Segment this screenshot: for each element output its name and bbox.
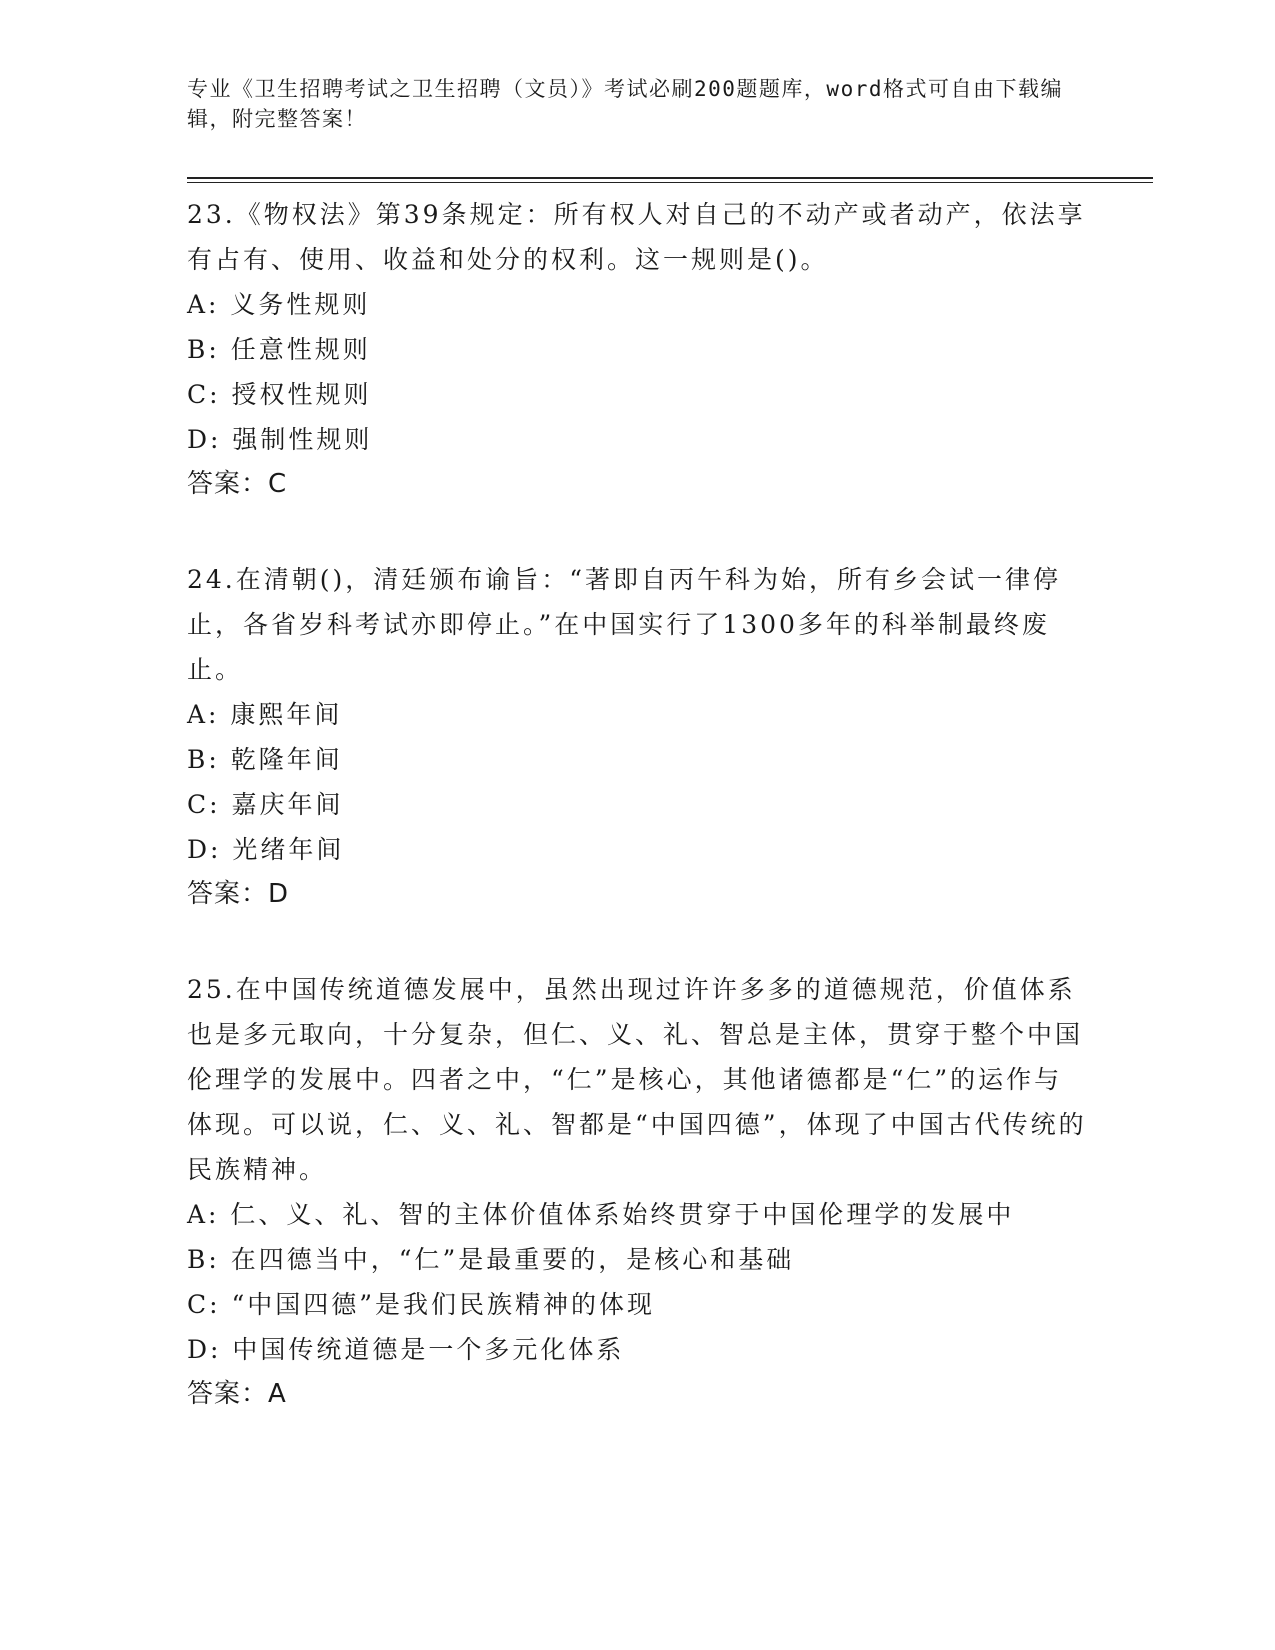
- question-23: [187, 192, 1087, 507]
- answer-label: 答案：C: [187, 469, 288, 499]
- question-stem: 25.在中国传统道德发展中，虽然出现过许许多多的道德规范，价值体系也是多元取向，十分复杂，但仁、义、礼、智总是主体，贯穿于整个中国伦理学的发展中。四者之中，“仁”是核心，其他诸德都是“仁”的运作与体现。可以说，仁、义、礼、智都是“中国四德”，体现了中国古代传统的民族精神。: [187, 975, 1087, 1184]
- question-stem: 24.在清朝()，清廷颁布谕旨：“著即自丙午科为始，所有乡会试一律停止，各省岁科考试亦即停止。”在中国实行了1300多年的科举制最终废止。: [187, 565, 1062, 684]
- question-list: [187, 192, 1087, 1467]
- option-c: C: “中国四德”是我们民族精神的体现: [187, 1290, 656, 1319]
- header-divider-thin: [187, 182, 1153, 183]
- option-a: A: 仁、义、礼、智的主体价值体系始终贯穿于中国伦理学的发展中: [187, 1200, 1015, 1229]
- option-d: D: 光绪年间: [187, 835, 345, 864]
- option-a: A: 康熙年间: [187, 700, 343, 729]
- header-divider-thick: [187, 177, 1153, 179]
- document-header: 专业《卫生招聘考试之卫生招聘（文员）》考试必刷200题题库，word格式可自由下载编辑，附完整答案！: [187, 77, 1063, 131]
- answer-label: 答案：D: [187, 879, 290, 909]
- option-c: C: 授权性规则: [187, 380, 372, 409]
- question-25: [187, 967, 1087, 1417]
- question-stem: 23.《物权法》第39条规定：所有权人对自己的不动产或者动产，依法享有占有、使用、收益和处分的权利。这一规则是()。: [187, 200, 1086, 274]
- option-d: D: 中国传统道德是一个多元化体系: [187, 1335, 625, 1364]
- option-a: A: 义务性规则: [187, 290, 371, 319]
- answer-label: 答案：A: [187, 1379, 287, 1409]
- question-24: [187, 557, 1087, 917]
- option-b: B: 任意性规则: [187, 335, 371, 364]
- option-c: C: 嘉庆年间: [187, 790, 344, 819]
- option-b: B: 乾隆年间: [187, 745, 343, 774]
- option-b: B: 在四德当中，“仁”是最重要的，是核心和基础: [187, 1245, 795, 1274]
- option-d: D: 强制性规则: [187, 425, 373, 454]
